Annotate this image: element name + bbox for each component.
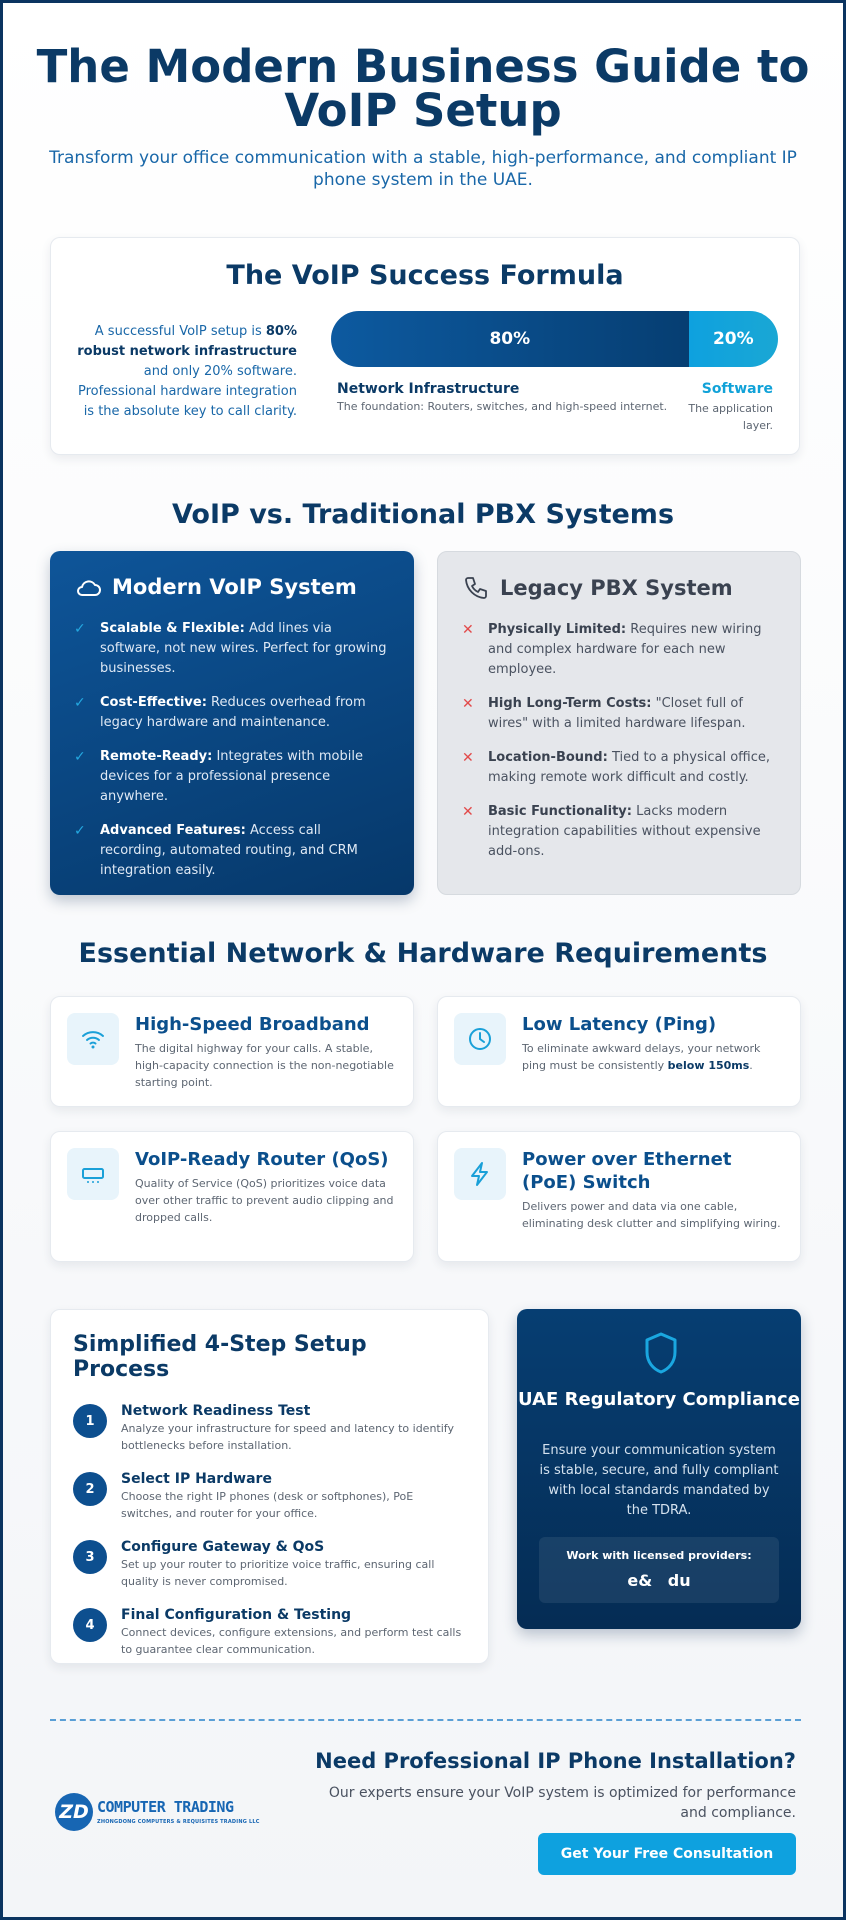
check-icon: ✓ xyxy=(74,695,86,711)
providers-label: Work with licensed providers: xyxy=(566,1549,752,1562)
check-icon: ✓ xyxy=(74,621,86,637)
x-icon: ✕ xyxy=(462,622,474,638)
step-title: Select IP Hardware xyxy=(121,1471,272,1487)
infrastructure-segment: 80% xyxy=(331,311,689,367)
item-text: Requires new wiring and complex hardware for each new employee. xyxy=(488,622,762,677)
router-card xyxy=(50,1131,414,1262)
logo-tagline: ZHONGDONG COMPUTERS & REQUISITES TRADING LLC xyxy=(97,1819,260,1825)
step-number: 3 xyxy=(73,1540,107,1574)
item-bold: Advanced Features: xyxy=(100,823,246,838)
clock-icon xyxy=(466,1025,494,1053)
x-icon: ✕ xyxy=(462,750,474,766)
formula-description xyxy=(73,322,297,422)
formula-text-post: and only 20% software. Professional hardware integration is the absolute key to call clarity. xyxy=(77,364,297,419)
item-text: Access call recording, automated routing, and CRM integration easily. xyxy=(100,823,358,878)
latency-desc-pre: To eliminate awkward delays, your network ping must be consistently xyxy=(522,1042,761,1072)
latency-desc-post: . xyxy=(749,1059,753,1072)
shield-icon xyxy=(643,1331,679,1375)
item-text: "Closet full of wires" with a limited hardware lifespan. xyxy=(488,696,746,731)
item-text: Tied to a physical office, making remote work difficult and costly. xyxy=(488,750,770,785)
item-text: Reduces overhead from legacy hardware and maintenance. xyxy=(100,695,366,730)
success-formula-card xyxy=(50,237,800,455)
licensed-providers-box xyxy=(539,1537,779,1603)
formula-split-bar xyxy=(331,311,778,367)
software-description: The application layer. xyxy=(688,402,773,432)
pbx-column xyxy=(437,551,801,895)
infographic-page xyxy=(3,3,843,1917)
latency-desc-bold: below 150ms xyxy=(667,1059,750,1072)
formula-title: The VoIP Success Formula xyxy=(226,260,624,291)
list-item xyxy=(74,821,390,881)
broadband-description: The digital highway for your calls. A stable, high-capacity connection is the non-negotiable starting point. xyxy=(135,1042,394,1089)
x-icon: ✕ xyxy=(462,696,474,712)
formula-text-pre: A successful VoIP setup is xyxy=(94,324,266,339)
step-item xyxy=(73,1538,466,1590)
uae-compliance-card xyxy=(517,1309,801,1629)
x-icon: ✕ xyxy=(462,804,474,820)
router-icon xyxy=(79,1160,107,1188)
step-number: 2 xyxy=(73,1472,107,1506)
list-item xyxy=(462,620,776,680)
item-text: Add lines via software, not new wires. Perfect for growing businesses. xyxy=(100,621,387,676)
free-consultation-button[interactable]: Get Your Free Consultation xyxy=(538,1833,796,1875)
compliance-description: Ensure your communication system is stable, secure, and fully compliant with local standards mandated by the TDRA. xyxy=(539,1443,779,1518)
wifi-icon xyxy=(79,1025,107,1053)
company-logo xyxy=(55,1793,265,1833)
step-title: Final Configuration & Testing xyxy=(121,1607,352,1623)
page-subtitle: Transform your office communication with a stable, high-performance, and compliant IP phone system in the UAE. xyxy=(49,148,797,190)
step-number: 4 xyxy=(73,1608,107,1642)
poe-title: Power over Ethernet (PoE) Switch xyxy=(522,1149,732,1193)
requirements-heading: Essential Network & Hardware Requirements xyxy=(78,938,768,969)
list-item xyxy=(462,748,776,788)
latency-title: Low Latency (Ping) xyxy=(522,1014,717,1035)
phone-icon xyxy=(462,574,490,602)
router-title: VoIP-Ready Router (QoS) xyxy=(135,1149,389,1170)
check-icon: ✓ xyxy=(74,749,86,765)
infrastructure-label: Network Infrastructure xyxy=(337,381,520,397)
poe-card xyxy=(437,1131,801,1262)
item-text: Integrates with mobile devices for a professional presence anywhere. xyxy=(100,749,363,804)
check-icon: ✓ xyxy=(74,823,86,839)
step-title: Network Readiness Test xyxy=(121,1403,311,1419)
logo-name: COMPUTER TRADING xyxy=(97,1798,234,1816)
latency-description xyxy=(522,1040,784,1074)
poe-description: Delivers power and data via one cable, eliminating desk clutter and simplifying wiring. xyxy=(522,1200,781,1230)
pbx-title: Legacy PBX System xyxy=(500,576,733,600)
item-bold: Scalable & Flexible: xyxy=(100,621,245,636)
item-bold: Physically Limited: xyxy=(488,622,627,637)
lightning-icon xyxy=(466,1160,494,1188)
comparison-heading: VoIP vs. Traditional PBX Systems xyxy=(171,499,675,530)
step-title: Configure Gateway & QoS xyxy=(121,1539,325,1555)
router-description: Quality of Service (QoS) prioritizes voice data over other traffic to prevent audio clipping and dropped calls. xyxy=(135,1177,394,1224)
list-item xyxy=(462,802,776,862)
latency-card xyxy=(437,996,801,1107)
setup-steps-card xyxy=(50,1309,489,1664)
step-description: Set up your router to prioritize voice traffic, ensuring call quality is never compromised. xyxy=(121,1558,435,1588)
voip-column xyxy=(50,551,414,895)
broadband-title: High-Speed Broadband xyxy=(135,1014,370,1035)
software-label: Software xyxy=(701,381,773,397)
software-segment: 20% xyxy=(689,311,778,367)
step-item xyxy=(73,1402,466,1454)
compliance-title: UAE Regulatory Compliance xyxy=(518,1389,800,1410)
formula-text-bold: 80% robust network infrastructure xyxy=(77,324,297,359)
page-title: The Modern Business Guide to VoIP Setup xyxy=(36,40,810,137)
infrastructure-description: The foundation: Routers, switches, and high-speed internet. xyxy=(337,400,668,413)
list-item xyxy=(462,694,776,734)
broadband-card xyxy=(50,996,414,1107)
cloud-icon xyxy=(74,573,102,601)
cta-description: Our experts ensure your VoIP system is optimized for performance and compliance. xyxy=(328,1785,796,1821)
list-item xyxy=(74,747,390,807)
step-description: Analyze your infrastructure for speed and latency to identify bottlenecks before installation. xyxy=(121,1422,454,1452)
voip-title: Modern VoIP System xyxy=(112,575,357,599)
item-bold: High Long-Term Costs: xyxy=(488,696,652,711)
steps-title: Simplified 4-Step Setup Process xyxy=(73,1332,367,1382)
step-description: Choose the right IP phones (desk or softphones), PoE switches, and router for your office. xyxy=(121,1490,414,1520)
list-item xyxy=(74,693,390,733)
item-bold: Basic Functionality: xyxy=(488,804,632,819)
step-number: 1 xyxy=(73,1404,107,1438)
step-item xyxy=(73,1606,466,1658)
logo-mark: ZD xyxy=(55,1793,93,1831)
item-bold: Cost-Effective: xyxy=(100,695,207,710)
list-item xyxy=(74,619,390,679)
providers-names: e& du xyxy=(627,1571,691,1590)
item-bold: Remote-Ready: xyxy=(100,749,213,764)
step-item xyxy=(73,1470,466,1522)
item-bold: Location-Bound: xyxy=(488,750,608,765)
cta-title: Need Professional IP Phone Installation? xyxy=(315,1749,796,1773)
item-text: Lacks modern integration capabilities without expensive add-ons. xyxy=(488,804,761,859)
dashed-divider xyxy=(50,1719,801,1721)
step-description: Connect devices, configure extensions, and perform test calls to guarantee clear communication. xyxy=(121,1626,462,1656)
